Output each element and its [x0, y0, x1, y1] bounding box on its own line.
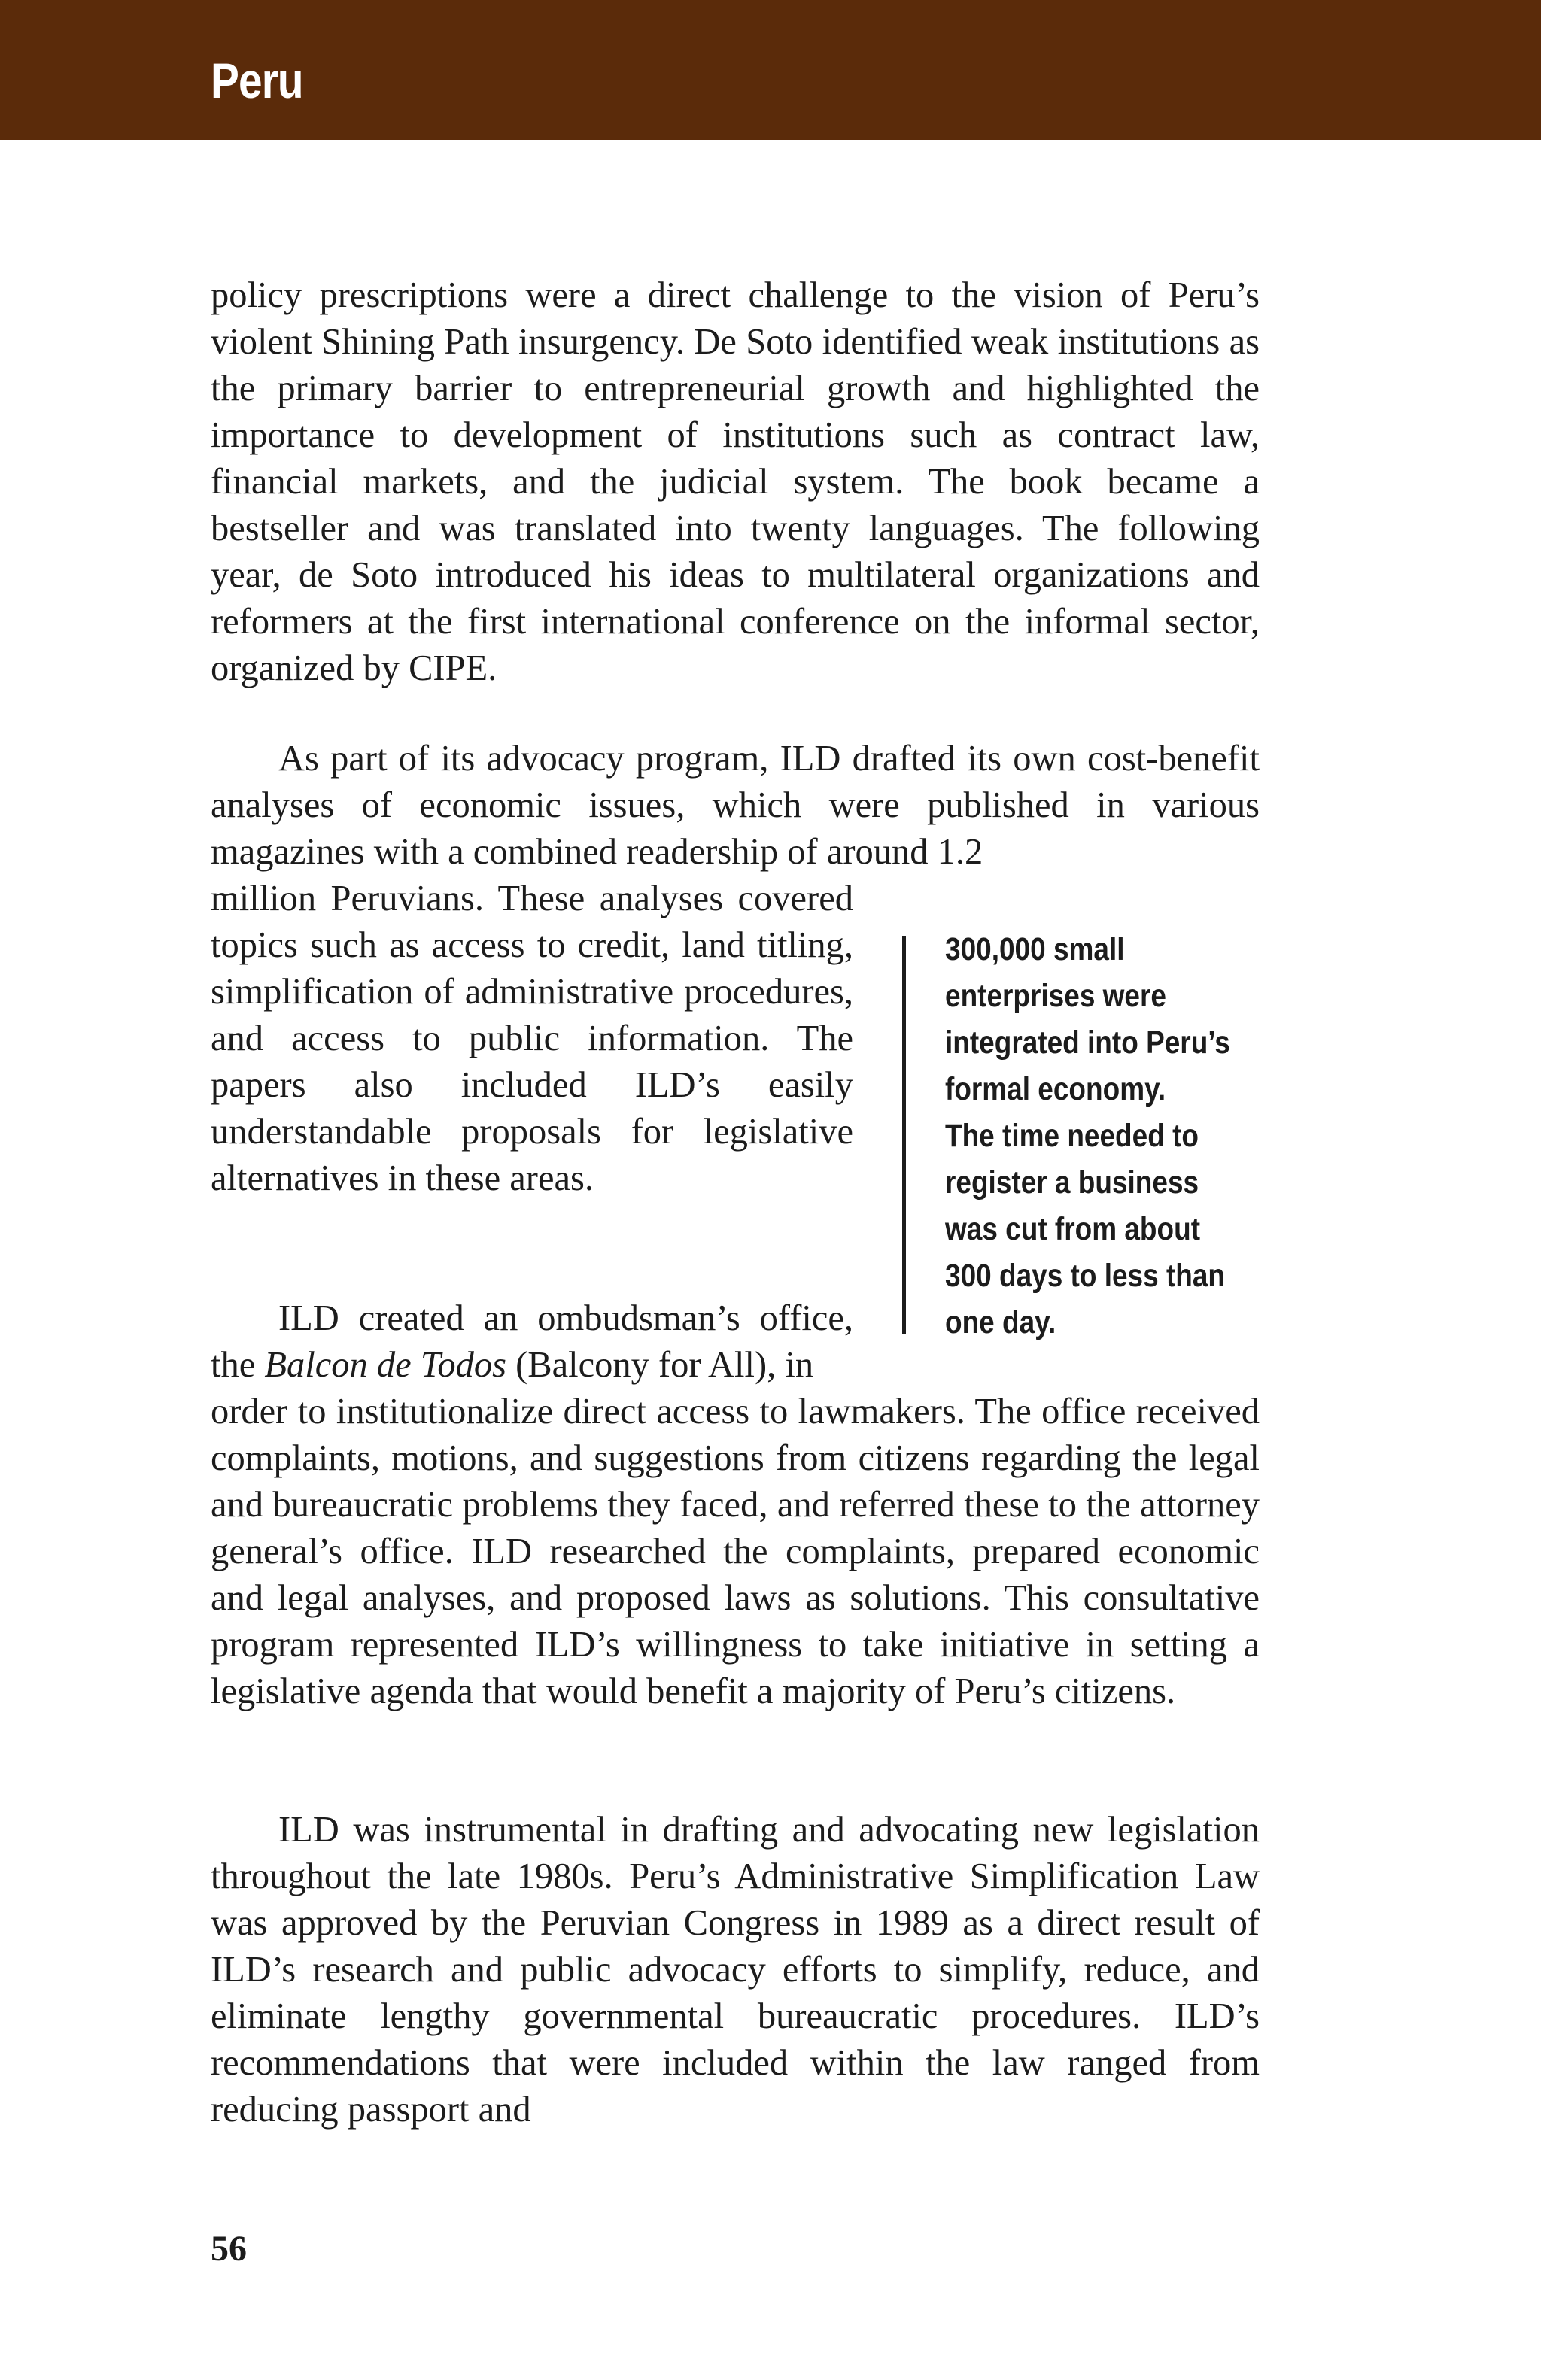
- paragraph-2-wrapped: million Peruvians. These analyses covered topics such as access to credit, land titling, simplification of administrative procedures, and access to public information. The papers also included ILD’s easily understandable proposals for legislative alternatives in these areas.: [211, 879, 853, 1198]
- paragraph-4: ILD was instrumental in drafting and advocating new legislation throughout the late 1980s. Peru’s Administrative Simplification Law was approved by the Peruvian Congress in 1989 as a direct result of ILD’s research and public advocacy efforts to simplify, reduce, and eliminate lengthy governmental bureaucratic procedures. ILD’s recommendations that were included within the law ranged from reducing passport and: [211, 1810, 1260, 2130]
- pullquote-line: formal economy.: [945, 1071, 1166, 1107]
- section-title: Peru: [211, 53, 303, 108]
- pullquote-line: one day.: [945, 1304, 1056, 1340]
- paragraph-2-full-width: As part of its advocacy program, ILD drafted its own cost-benefit analyses of economic issues, which were published in various magazines with a combined readership of around 1.2: [211, 739, 1260, 872]
- pullquote: [945, 926, 1256, 1346]
- pullquote-rule: [902, 936, 906, 1334]
- paragraph-3-text-start: ILD created an ombudsman’s office, the: [211, 1298, 853, 1385]
- pullquote-line: was cut from about: [945, 1211, 1201, 1247]
- pullquote-line: 300 days to less than: [945, 1258, 1226, 1294]
- pullquote-line: enterprises were: [945, 978, 1166, 1014]
- pullquote-line: 300,000 small: [945, 931, 1125, 967]
- paragraph-3-text-end: (Balcony for All), in: [506, 1345, 814, 1385]
- pullquote-line: The time needed to: [945, 1118, 1199, 1154]
- paragraph-3-wrapped: [211, 1295, 853, 1389]
- pullquote-line: register a business: [945, 1164, 1199, 1201]
- page-number: 56: [211, 2229, 247, 2269]
- paragraph-3-full-width: order to institutionalize direct access to lawmakers. The office received complaints, motions, and suggestions from citizens regarding the legal and bureaucratic problems they faced, and referred these to the attorney general’s office. ILD researched the complaints, prepared economic and legal analyses, and proposed laws as solutions. This consultative program represented ILD’s willingness to take initiative in setting a legislative agenda that would benefit a majority of Peru’s citizens.: [211, 1392, 1260, 1711]
- paragraph-1: policy prescriptions were a direct challenge to the vision of Peru’s violent Shining Path insurgency. De Soto identified weak institutions as the primary barrier to entrepreneurial growth and highlighted the importance to development of institutions such as contract law, financial markets, and the judicial system. The book became a bestseller and was translated into twenty languages. The following year, de Soto introduced his ideas to multilateral organizations and reformers at the first international conference on the informal sector, organized by CIPE.: [211, 275, 1260, 688]
- pullquote-line: integrated into Peru’s: [945, 1025, 1230, 1061]
- balcon-de-todos-title: Balcon de Todos: [264, 1345, 506, 1385]
